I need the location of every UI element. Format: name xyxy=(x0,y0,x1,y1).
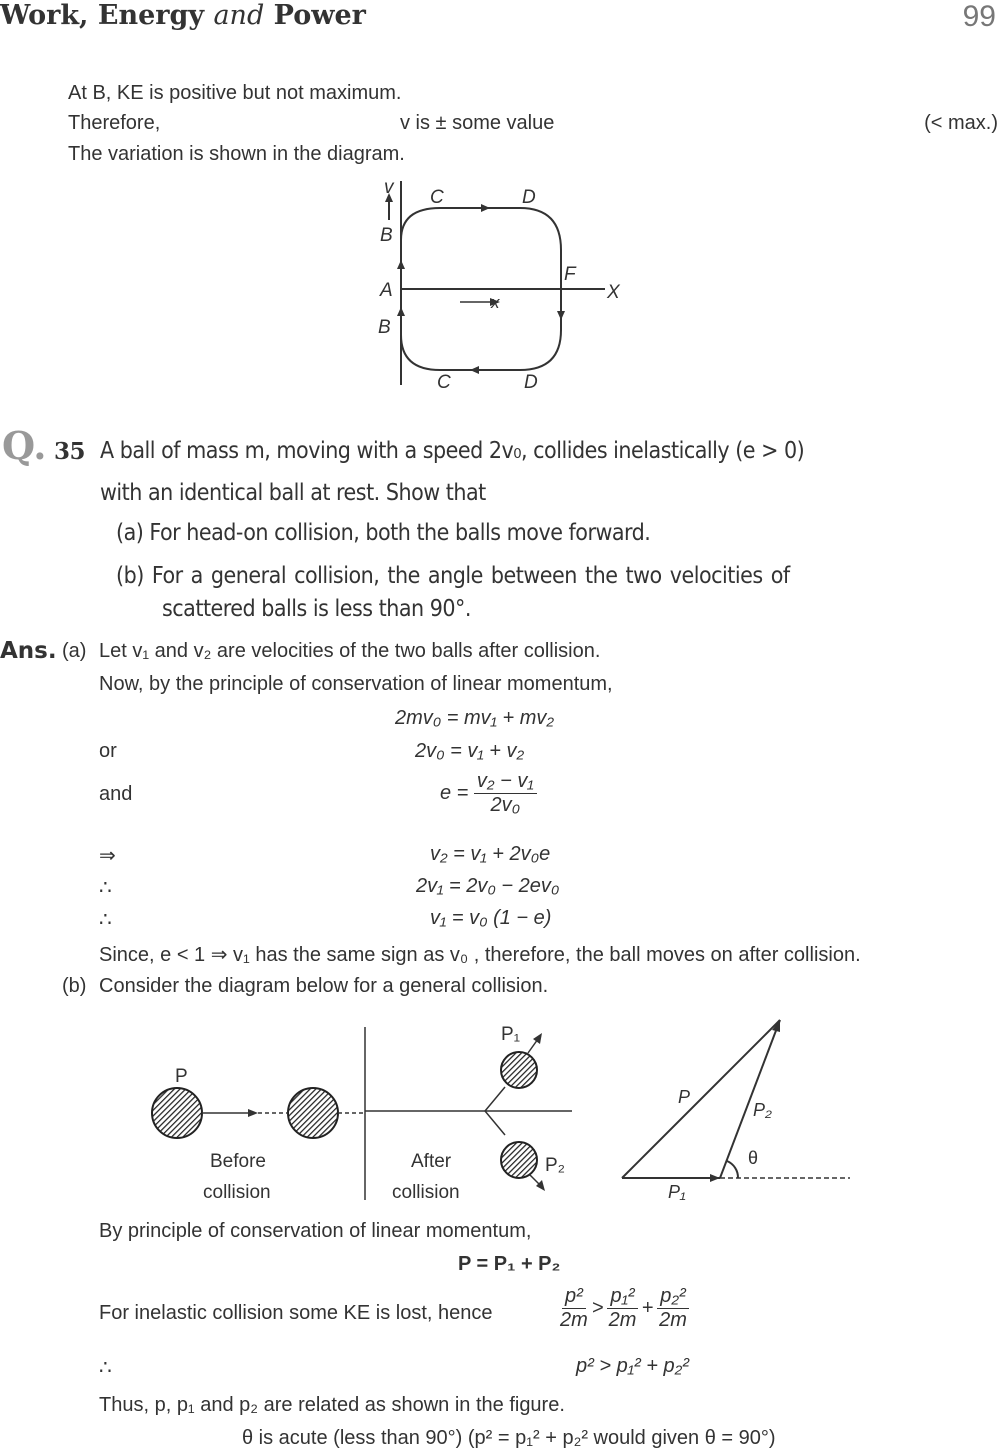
denominator: 2m xyxy=(659,1309,687,1331)
label-after: After xyxy=(411,1151,452,1172)
equation: P = P₁ + P₂ xyxy=(458,1253,561,1275)
label-x: x xyxy=(491,293,500,312)
label-p2: P₂ xyxy=(545,1155,566,1176)
equation xyxy=(440,770,537,817)
label-p: P xyxy=(678,1087,691,1107)
intro-note: (< max.) xyxy=(924,112,998,134)
label-collision: collision xyxy=(203,1182,271,1203)
fraction xyxy=(657,1285,688,1332)
equation: v₁ = v₀ (1 − e) xyxy=(430,907,552,929)
equation: 2v₀ = v₁ + v₂ xyxy=(415,740,525,762)
chapter-title: Work, Energy and Power xyxy=(0,0,366,31)
denominator: 2m xyxy=(608,1309,637,1331)
label-theta: θ xyxy=(748,1148,759,1168)
label-p: P xyxy=(175,1066,188,1087)
intro-label: Therefore, xyxy=(68,112,161,134)
label-p1: P₁ xyxy=(501,1024,521,1045)
connector-text: and xyxy=(99,783,133,805)
label-v: v xyxy=(384,177,394,198)
fraction xyxy=(474,770,537,817)
page-number: 99 xyxy=(962,0,996,33)
question-prefix: Q. xyxy=(2,423,47,468)
question-number: 35 xyxy=(54,438,86,465)
connector-text: or xyxy=(99,740,117,762)
label-p2: P₂ xyxy=(753,1100,772,1120)
therefore-symbol: ∴ xyxy=(99,1357,112,1379)
intro-expr: v is ± some value xyxy=(400,112,555,134)
fraction xyxy=(607,1285,637,1332)
collision-diagram xyxy=(140,1015,580,1205)
answer-text: By principle of conservation of linear momentum, xyxy=(99,1220,532,1242)
numerator: p₁² xyxy=(607,1285,637,1309)
label-c: C xyxy=(430,187,444,208)
label-d: D xyxy=(522,187,536,208)
numerator: v₂ − v₁ xyxy=(474,770,537,794)
answer-text: Now, by the principle of conservation of linear momentum, xyxy=(99,673,613,695)
question-part-a: (a) For head-on collision, both the balls move forward. xyxy=(116,520,651,546)
momentum-triangle-diagram xyxy=(610,1012,860,1207)
intro-line: The variation is shown in the diagram. xyxy=(68,143,405,165)
label-p1: P₁ xyxy=(668,1182,686,1202)
label-f: F xyxy=(564,264,576,285)
question-text: with an identical ball at rest. Show that xyxy=(100,480,486,506)
therefore-symbol: ∴ xyxy=(99,909,112,931)
label-x-axis: X xyxy=(607,282,620,303)
question-part-b: scattered balls is less than 90°. xyxy=(162,596,471,622)
velocity-position-diagram xyxy=(360,175,640,395)
answer-text: θ is acute (less than 90°) (p² = p₁² + p₂² would given θ = 90°) xyxy=(242,1427,776,1449)
question-part-b: (b) For a general collision, the angle between the two velocities of xyxy=(116,563,790,589)
label-d: D xyxy=(524,372,538,393)
answer-text: For inelastic collision some KE is lost, hence xyxy=(99,1302,493,1324)
equation xyxy=(560,1285,689,1332)
answer-text: Since, e < 1 ⇒ v₁ has the same sign as v₀ , therefore, the ball moves on after collision. xyxy=(99,944,861,966)
eq-lhs: e = xyxy=(440,781,469,804)
answer-label: Ans. xyxy=(0,638,57,664)
equation: v₂ = v₁ + 2v₀e xyxy=(430,843,551,865)
question-text: A ball of mass m, moving with a speed 2v₀, collides inelastically (e > 0) xyxy=(100,438,805,464)
numerator: p² xyxy=(562,1285,586,1309)
denominator: 2m xyxy=(560,1309,588,1331)
equation: 2mv₀ = mv₁ + mv₂ xyxy=(395,707,555,729)
operator: + xyxy=(641,1297,654,1319)
implies-symbol: ⇒ xyxy=(99,845,116,867)
equation: 2v₁ = 2v₀ − 2ev₀ xyxy=(416,875,560,897)
label-collision: collision xyxy=(392,1182,460,1203)
intro-line: At B, KE is positive but not maximum. xyxy=(68,82,402,104)
fraction xyxy=(560,1285,588,1332)
operator: > xyxy=(591,1297,604,1319)
label-before: Before xyxy=(210,1151,266,1172)
numerator: p₂² xyxy=(657,1285,688,1309)
label-a: A xyxy=(380,280,393,301)
equation: p² > p₁² + p₂² xyxy=(576,1355,689,1377)
answer-text: Consider the diagram below for a general collision. xyxy=(99,975,549,997)
label-b: B xyxy=(378,317,391,338)
part-marker: (a) xyxy=(62,640,87,662)
denominator: 2v₀ xyxy=(490,794,521,816)
part-marker: (b) xyxy=(62,975,87,997)
therefore-symbol: ∴ xyxy=(99,877,112,899)
label-c: C xyxy=(437,372,451,393)
answer-text: Thus, p, p₁ and p₂ are related as shown in the figure. xyxy=(99,1394,565,1416)
label-b: B xyxy=(380,225,393,246)
answer-text: Let v₁ and v₂ are velocities of the two balls after collision. xyxy=(99,640,601,662)
